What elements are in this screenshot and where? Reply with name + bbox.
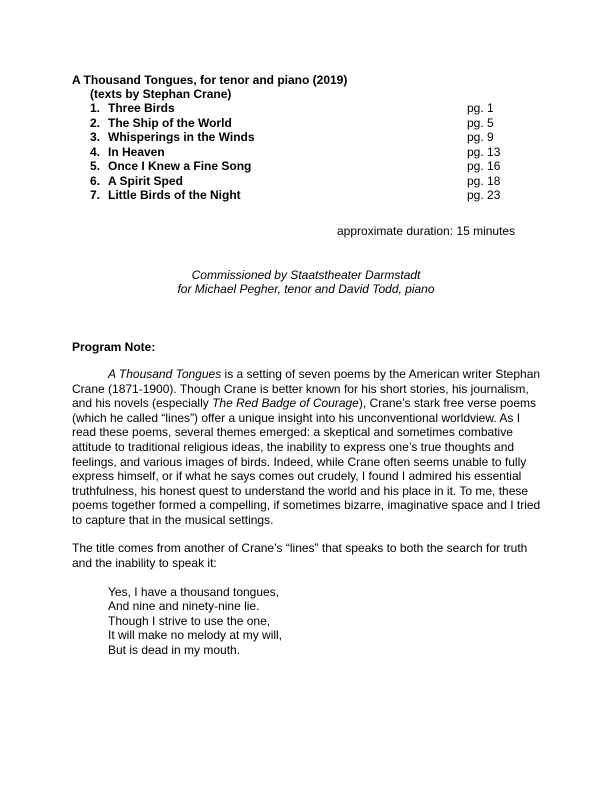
contents-item-number: 6.: [90, 173, 101, 188]
contents-item-title: Once I Knew a Fine Song: [108, 159, 252, 173]
contents-item-number: 1.: [90, 101, 101, 115]
contents-item-title: In Heaven: [108, 144, 165, 159]
poem-line: Though I strive to use the one,: [108, 613, 271, 628]
contents-item-page: pg. 13: [467, 144, 501, 159]
program-note-paragraph-1: [72, 367, 542, 528]
poem-line: And nine and ninety-nine lie.: [108, 599, 260, 614]
novel-title-reference: The Red Badge of Courage: [212, 396, 359, 411]
contents-item-page: pg. 1: [467, 101, 494, 115]
contents-item: [0, 188, 612, 202]
contents-item-number: 2.: [90, 115, 101, 130]
contents-item-number: 4.: [90, 144, 101, 159]
contents-item-page: pg. 23: [467, 188, 501, 202]
contents-item: [0, 116, 612, 130]
contents-item-title: Little Birds of the Night: [108, 188, 241, 202]
commission-line-1: Commissioned by Staatstheater Darmstadt: [191, 268, 421, 282]
contents-item-page: pg. 9: [467, 130, 494, 144]
contents-item-page: pg. 18: [467, 173, 501, 188]
work-subtitle: (texts by Stephan Crane): [90, 87, 232, 101]
contents-item-number: 7.: [90, 188, 101, 202]
contents-item: [0, 174, 612, 188]
program-note-paragraph-2: The title comes from another of Crane’s “lines” that speaks to both the search for truth and the inability to speak it:: [72, 541, 528, 570]
program-note-heading: Program Note:: [72, 340, 156, 354]
contents-item-page: pg. 5: [467, 115, 494, 130]
work-title-reference: A Thousand Tongues: [108, 367, 222, 381]
contents-item-title: Whisperings in the Winds: [108, 130, 255, 144]
paragraph-text: is a setting of seven poems by the American writer Stephan Crane (1871-1900). Though Crane is better known for his short stories, his journalism, and his novels (especially: [72, 367, 541, 411]
commission-line-2: for Michael Pegher, tenor and David Todd, piano: [177, 282, 435, 296]
contents-item: [0, 101, 612, 115]
contents-item-title: Three Birds: [108, 101, 175, 115]
paragraph-text: ), Crane’s stark free verse poems (which he called “lines”) offer a unique insight into his unconventional worldview. As I read these poems, several themes emerged: a skeptical and sometimes combative attitude to traditional religious ideas, the inability to express one’s true thoughts and feelings, and various images of birds. Indeed, while Crane often seems unable to fully express himself, or if what he says comes out crudely, I found I admired his essential truthfulness, his honest quest to understand the world and his place in it. To me, these poems together formed a compelling, if sometimes bizarre, imaginative space and I tried to capture that in the musical settings.: [72, 396, 541, 527]
contents-item-number: 3.: [90, 130, 101, 144]
poem-excerpt: [108, 585, 282, 657]
contents-item: [0, 159, 612, 173]
poem-line: Yes, I have a thousand tongues,: [108, 585, 280, 599]
contents-item-page: pg. 16: [467, 159, 501, 173]
contents-item-title: A Spirit Sped: [108, 173, 183, 188]
contents-item-number: 5.: [90, 159, 101, 173]
duration-note: approximate duration: 15 minutes: [337, 224, 516, 238]
poem-line: It will make no melody at my will,: [108, 628, 283, 643]
contents-item: [0, 130, 612, 144]
contents-item: [0, 145, 612, 159]
poem-line: But is dead in my mouth.: [108, 642, 241, 657]
contents-item-title: The Ship of the World: [108, 115, 232, 130]
work-title: A Thousand Tongues, for tenor and piano (2019): [72, 73, 348, 87]
